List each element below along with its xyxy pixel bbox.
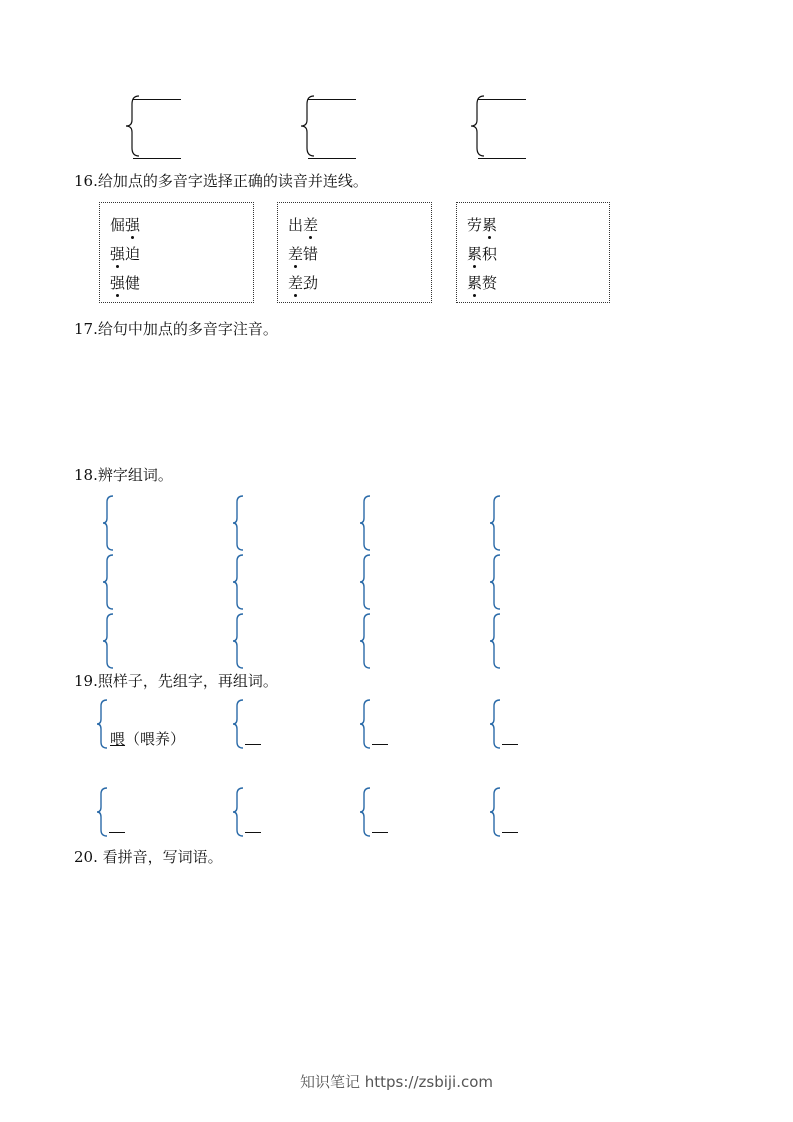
q19-blank-line	[372, 744, 388, 745]
q15-brace	[125, 96, 141, 156]
q19-blank-line	[372, 832, 388, 833]
q18-brace	[360, 555, 372, 609]
q19-blank-line	[109, 832, 125, 833]
q19-blank-line	[502, 744, 518, 745]
q19-brace	[97, 700, 109, 748]
q15-blank-line	[133, 99, 181, 100]
q19-brace	[490, 700, 502, 748]
q15-brace	[300, 96, 316, 156]
q19-brace	[490, 788, 502, 836]
q16-word	[467, 274, 497, 292]
q16-word	[288, 245, 318, 263]
q16-char: 劳	[467, 216, 483, 234]
q16-char: 积	[482, 245, 498, 263]
q19-example-char: 喂	[110, 730, 126, 748]
q16-char: 出	[288, 216, 304, 234]
q16-char: 迫	[125, 245, 141, 263]
q15-blank-line	[308, 158, 356, 159]
q20-title: 20. 看拼音，写词语。	[74, 848, 223, 866]
q19-example-bottom	[110, 730, 185, 748]
q16-char: 累	[482, 216, 498, 234]
q16-char: 强	[110, 245, 126, 263]
q16-char: 赘	[482, 274, 498, 292]
q16-title: 16.给加点的多音字选择正确的读音并连线。	[74, 172, 368, 190]
q15-blank-line	[478, 158, 526, 159]
q16-word	[110, 245, 140, 263]
q15-brace	[470, 96, 486, 156]
q19-title: 19.照样子，先组字，再组词。	[74, 672, 278, 690]
q19-blank-line	[502, 832, 518, 833]
q16-char: 差	[288, 274, 304, 292]
q18-brace	[490, 496, 502, 550]
q18-brace	[490, 555, 502, 609]
q16-char: 健	[125, 274, 141, 292]
q19-brace	[360, 788, 372, 836]
q18-brace	[490, 614, 502, 668]
q16-char: 倔	[110, 216, 126, 234]
q19-example-word: （喂养）	[125, 730, 186, 748]
q18-brace	[233, 555, 245, 609]
q16-char: 累	[467, 245, 483, 263]
footer-watermark: 知识笔记 https://zsbiji.com	[299, 1073, 494, 1091]
q18-brace	[233, 496, 245, 550]
q16-word	[288, 216, 318, 234]
q16-char: 强	[110, 274, 126, 292]
q16-char: 错	[303, 245, 319, 263]
q16-char: 劲	[303, 274, 319, 292]
q15-blank-line	[133, 158, 181, 159]
q18-title: 18.辨字组词。	[74, 466, 173, 484]
q19-brace	[360, 700, 372, 748]
q18-brace	[103, 555, 115, 609]
q15-blank-line	[308, 99, 356, 100]
q19-brace	[233, 788, 245, 836]
q16-word	[110, 274, 140, 292]
q19-brace	[233, 700, 245, 748]
q16-char: 差	[288, 245, 304, 263]
q16-word	[110, 216, 140, 234]
q17-title: 17.给句中加点的多音字注音。	[74, 320, 278, 338]
q16-char: 强	[125, 216, 141, 234]
q18-brace	[103, 614, 115, 668]
q19-blank-line	[245, 832, 261, 833]
q16-char: 累	[467, 274, 483, 292]
q16-word	[467, 245, 497, 263]
q19-brace	[97, 788, 109, 836]
q19-blank-line	[245, 744, 261, 745]
q16-word	[288, 274, 318, 292]
q15-blank-line	[478, 99, 526, 100]
q18-brace	[360, 496, 372, 550]
q16-word	[467, 216, 497, 234]
q18-brace	[233, 614, 245, 668]
q18-brace	[360, 614, 372, 668]
q16-char: 差	[303, 216, 319, 234]
q18-brace	[103, 496, 115, 550]
